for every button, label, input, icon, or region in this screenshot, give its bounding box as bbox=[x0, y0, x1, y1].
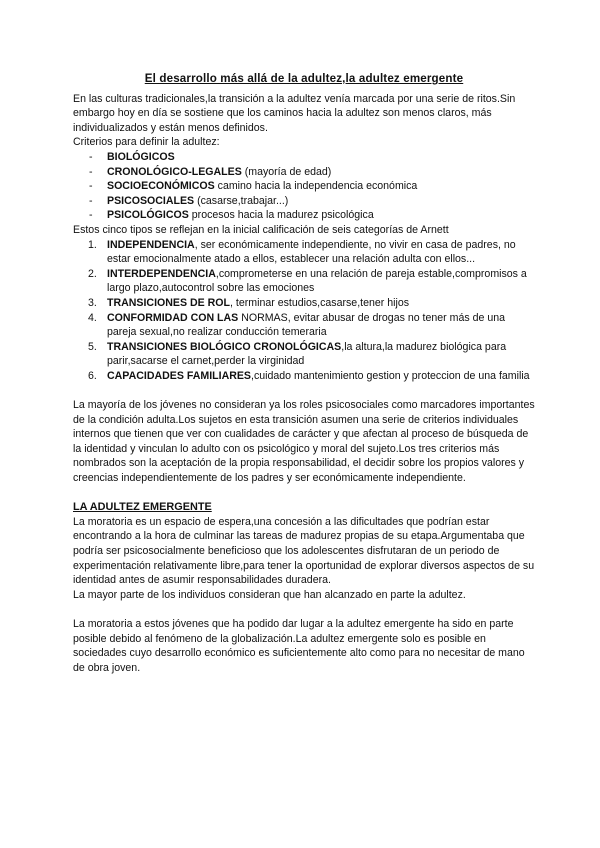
list-number: 4. bbox=[88, 311, 97, 324]
criteria-desc: (casarse,trabajar...) bbox=[194, 194, 289, 207]
arnett-desc: NORMAS, evitar abusar de drogas no tener más de una pareja sexual,no realizar conducción temeraria bbox=[107, 311, 505, 339]
arnett-desc: ,cuidado mantenimiento gestion y proteccion de una familia bbox=[251, 369, 530, 382]
criteria-term: CRONOLÓGICO-LEGALES bbox=[107, 165, 242, 178]
criteria-term: SOCIOECONÓMICOS bbox=[107, 180, 215, 193]
list-dash: - bbox=[89, 180, 93, 193]
arnett-item bbox=[73, 311, 535, 340]
arnett-desc: , ser económicamente independiente, no vivir en casa de padres, no estar emocionalmente atado a ellos, establecer una relación adulta con ellos... bbox=[107, 238, 516, 266]
criteria-item bbox=[73, 179, 535, 194]
list-dash: - bbox=[89, 209, 93, 222]
list-number: 6. bbox=[88, 369, 97, 382]
paragraph-spacer bbox=[73, 383, 535, 398]
arnett-item bbox=[73, 369, 535, 384]
criteria-desc: camino hacia la independencia económica bbox=[214, 180, 418, 193]
document-body bbox=[73, 72, 535, 675]
paragraph-spacer bbox=[73, 602, 535, 617]
criteria-heading: Criterios para definir la adultez: bbox=[73, 136, 220, 149]
arnett-item bbox=[73, 238, 535, 267]
arnett-term: TRANSICIONES DE ROL bbox=[107, 296, 231, 309]
paragraph-spacer bbox=[73, 486, 535, 501]
arnett-item bbox=[73, 267, 535, 296]
intro-paragraph: En las culturas tradicionales,la transición a la adultez venía marcada por una serie de ritos.Sin embargo hoy en día se sostiene que los caminos hacia la adultez son menos claros, más individualizados y están menos definidos. bbox=[73, 92, 516, 134]
criteria-term: PSICOLÓGICOS bbox=[107, 209, 189, 222]
arnett-desc: ,la altura,la madurez biológica para parir,sacarse el carnet,perder la virginidad bbox=[107, 340, 507, 368]
list-number: 2. bbox=[88, 267, 97, 280]
arnett-heading: Estos cinco tipos se reflejan en la inicial calificación de seis categorías de Arnett bbox=[73, 223, 449, 236]
criteria-term: PSICOSOCIALES bbox=[107, 194, 195, 207]
criteria-desc: (mayoría de edad) bbox=[241, 165, 332, 178]
criteria-term: BIOLÓGICOS bbox=[107, 150, 175, 163]
list-dash: - bbox=[89, 150, 93, 163]
arnett-term: INTERDEPENDENCIA bbox=[107, 267, 216, 280]
arnett-term: CONFORMIDAD CON LAS bbox=[107, 311, 239, 324]
adulthood-paragraph: La mayor parte de los individuos consideran que han alcanzado en parte la adultez. bbox=[73, 588, 466, 601]
criteria-item bbox=[73, 165, 535, 180]
arnett-term: CAPACIDADES FAMILIARES bbox=[107, 369, 252, 382]
arnett-item bbox=[73, 296, 535, 311]
list-dash: - bbox=[89, 165, 93, 178]
list-dash: - bbox=[89, 194, 93, 207]
criteria-desc: procesos hacia la madurez psicológica bbox=[188, 209, 374, 222]
arnett-desc: , terminar estudios,casarse,tener hijos bbox=[230, 296, 410, 309]
criteria-item bbox=[73, 194, 535, 209]
list-number: 3. bbox=[88, 296, 97, 309]
arnett-term: TRANSICIONES BIOLÓGICO CRONOLÓGICAS bbox=[107, 340, 342, 353]
criteria-item bbox=[73, 208, 535, 223]
arnett-list bbox=[73, 238, 535, 384]
list-number: 1. bbox=[88, 238, 97, 251]
moratoria-paragraph: La moratoria es un espacio de espera,una concesión a las dificultades que podrían estar encontrando a la hora de culminar las tareas de madurez propias de su etapa.Argumentaba que podría ser psicosocialmente beneficioso que los adolescentes disfrutaran de un periodo de experimentación relativamente libre,para tener la oportunidad de explorar diversos aspectos de su identidad antes de asumir responsabilidades duradera. bbox=[73, 515, 535, 587]
roles-paragraph: La mayoría de los jóvenes no consideran ya los roles psicosociales como marcadores importantes de la condición adulta.Los sujetos en esta transición asumen una serie de criterios individuales internos que tienen que ver con cualidades de carácter y que afectan al proceso de búsqueda de la identidad y vinculan lo adulto con os psicológico y moral del sujeto.Los tres criterios más nombrados son la aceptación de la propia responsabilidad, el decidir sobre los propios valores y creencias independientemente de los padres y ser económicamente independiente. bbox=[73, 399, 535, 485]
criteria-list bbox=[73, 150, 535, 223]
arnett-item bbox=[73, 340, 535, 369]
document-title: El desarrollo más allá de la adultez,la adultez emergente bbox=[144, 72, 464, 85]
list-number: 5. bbox=[88, 340, 97, 353]
criteria-item bbox=[73, 150, 535, 165]
arnett-desc: ,comprometerse en una relación de pareja estable,compromisos a largo plazo,autocontrol sobre las emociones bbox=[107, 267, 527, 295]
section-title: LA ADULTEZ EMERGENTE bbox=[73, 501, 212, 514]
globalization-paragraph: La moratoria a estos jóvenes que ha podido dar lugar a la adultez emergente ha sido en parte posible debido al fenómeno de la globalización.La adultez emergente solo es posible en sociedades cuyo desarrollo económico es suficientemente alto como para no necesitar de mano de obra joven. bbox=[73, 617, 525, 674]
arnett-term: INDEPENDENCIA bbox=[107, 238, 195, 251]
